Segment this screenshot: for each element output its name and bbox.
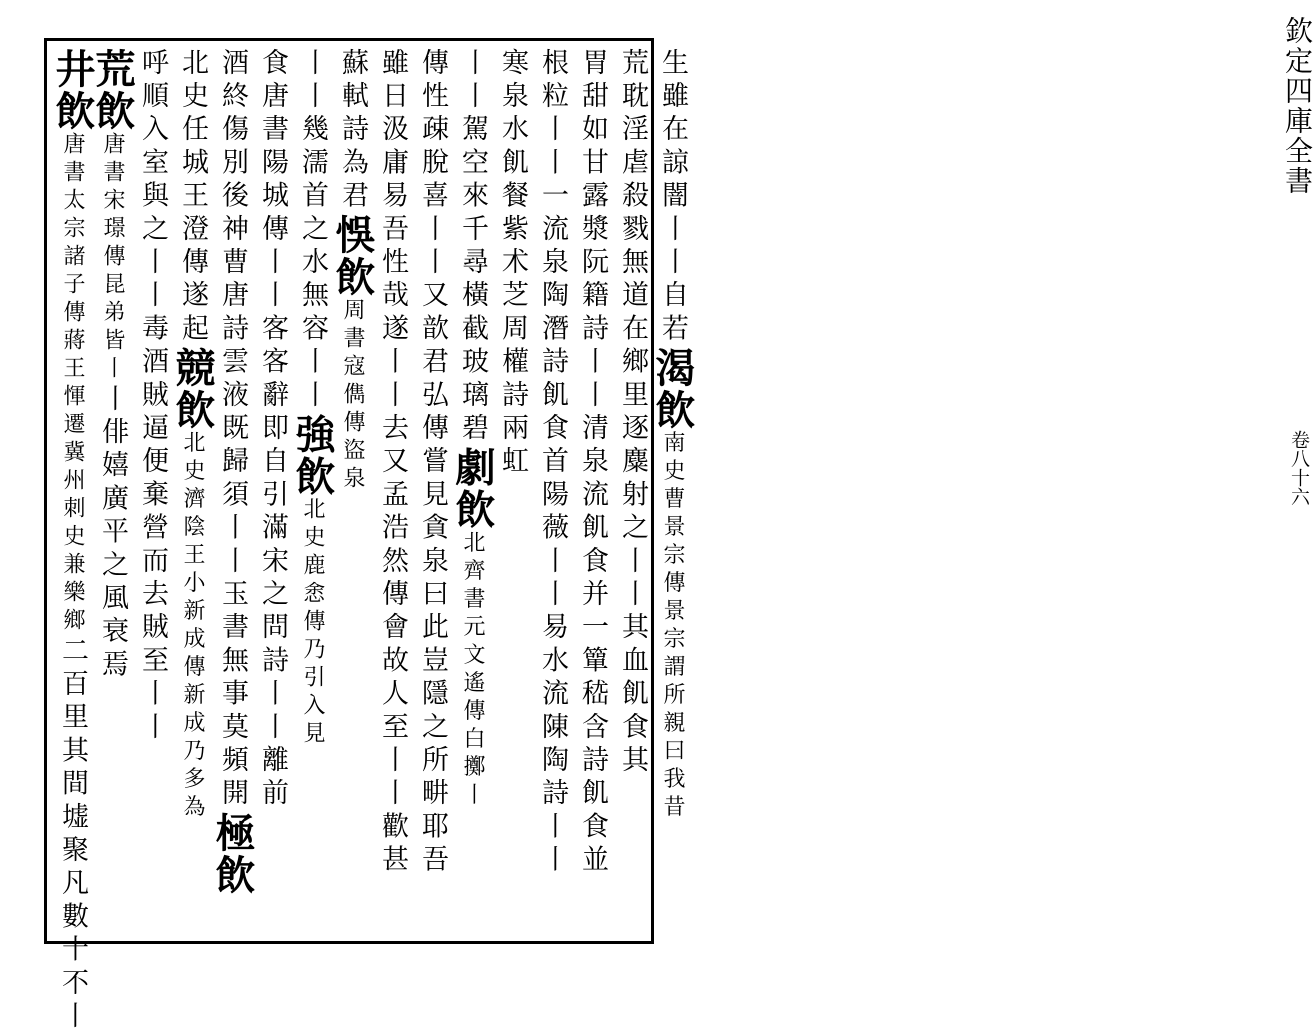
column-8 xyxy=(372,48,412,928)
column-10 xyxy=(289,48,336,928)
column-text-cont: 在鄉里逐麋射之丨丨其血飢食其 xyxy=(617,313,648,779)
column-7 xyxy=(412,48,452,928)
entry-heading: 井飲 xyxy=(49,48,96,132)
entry-note: 唐書宋璟傳昆弟皆丨 xyxy=(100,132,125,384)
column-text: 生雖在諒闇丨丨自若 xyxy=(657,48,688,347)
column-text: 丨俳嬉廣平之風衰焉 xyxy=(97,384,128,683)
column-text: 食唐書陽城傳丨丨客客辭即自引滿宋之問詩丨丨離前 xyxy=(257,48,288,812)
column-15 xyxy=(89,48,136,928)
entry-note: 南史曹景宗傳景宗謂所親曰我昔 xyxy=(660,430,685,823)
column-4 xyxy=(532,48,572,928)
column-text: 雖日汲庸易吾性哉遂丨丨去又孟浩然傳會故人至丨丨歡甚 xyxy=(377,48,408,878)
volume-label: 卷八十六 xyxy=(1288,430,1310,506)
column-text-cont: 之水無容丨丨 xyxy=(297,214,328,414)
entry-note: 唐書太宗諸子傳蔣王惲遷冀州刺史兼樂鄉 xyxy=(60,132,85,636)
column-text: 酒終傷別後神曹唐詩雲液既歸須丨丨玉書無事莫頻開 xyxy=(217,48,248,812)
column-12 xyxy=(209,48,256,928)
column-text: 丨丨駕空來千尋橫截玻璃碧 xyxy=(457,48,488,447)
entry-heading: 強飲 xyxy=(289,413,336,498)
column-13 xyxy=(169,48,216,928)
entry-heading: 渴飲 xyxy=(649,346,696,431)
column-9 xyxy=(329,48,376,928)
column-text: 丨丨幾濡首 xyxy=(297,48,328,214)
column-text: 胃甜如甘露漿阮籍詩丨丨清泉流飢食并一簞嵇含詩飢食並 xyxy=(577,48,608,878)
column-6 xyxy=(449,48,496,928)
series-label: 欽定四庫全書 xyxy=(1281,16,1314,196)
entry-heading: 劇飲 xyxy=(449,446,496,531)
column-text: 根粒丨丨一流泉陶潛詩飢食首陽薇丨丨易水流陳陶詩丨丨 xyxy=(537,48,568,878)
column-text: 北史任城王澄傳遂起 xyxy=(177,48,208,347)
column-text-cont: 毒酒賊逼便棄營而去賊至丨丨 xyxy=(137,313,168,746)
entry-note: 周書寇儁傳盜泉 xyxy=(340,298,365,494)
entry-note: 北齊書元文遙傳白擲丨 xyxy=(460,530,485,811)
column-text: 傳性疎脫喜丨丨又歆君弘傳嘗見貪泉曰此豈隱之所畊耶吾 xyxy=(417,48,448,878)
column-2 xyxy=(612,48,652,928)
column-14 xyxy=(132,48,172,928)
entry-heading: 荒飲 xyxy=(89,48,136,132)
column-text: 二百里其間墟聚凡數十不丨 xyxy=(57,636,88,1034)
column-text: 蘇軾詩為君 xyxy=(337,48,368,214)
column-3 xyxy=(572,48,612,928)
column-1 xyxy=(649,48,696,928)
column-text: 寒泉水飢餐紫术芝周權詩兩虹 xyxy=(497,48,528,480)
entry-heading: 極飲 xyxy=(209,811,256,896)
column-11 xyxy=(252,48,292,928)
column-text: 呼順入室與之丨丨 xyxy=(137,48,168,314)
column-text: 荒耽淫虐殺戮無道 xyxy=(617,48,648,314)
entry-note: 北史鹿悆傳乃引入見 xyxy=(300,497,325,750)
column-5 xyxy=(492,48,532,928)
entry-heading: 悞飲 xyxy=(329,214,376,298)
entry-heading: 競飲 xyxy=(169,346,216,431)
column-16 xyxy=(49,48,96,1034)
entry-note: 北史濟陰王小新成傳新成乃多為 xyxy=(180,430,205,823)
